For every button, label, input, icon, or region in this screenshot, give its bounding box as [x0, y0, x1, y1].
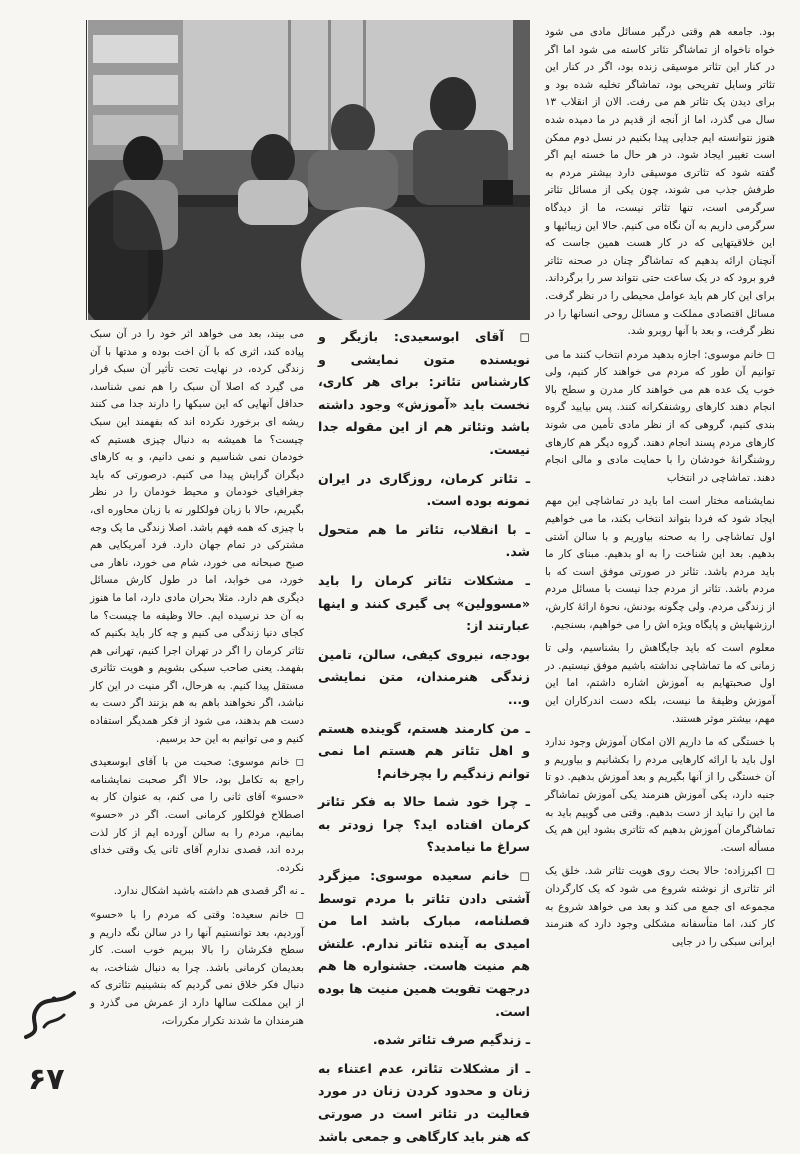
- kerman-logo: [14, 985, 84, 1045]
- paragraph: ◻ خانم سعیده: وقتی که مردم را با «حسو» آوردیم، بعد توانستیم آنها را در سالن نگه داریم و سطح فکرشان را بالا ببریم خوب است. کار بعدیمان کرمانی باشد. چرا به دنبال شناخت، به دنبال فکر خلاق نمی گردیم که بنشینیم تئاتری که از این مملکت سالها دارد از عمرش می گذرد و هنرمندان ما شدند تکرار مکررات،: [90, 909, 304, 1027]
- column-rule: [86, 20, 87, 320]
- paragraph: بودجه، نیروی کیفی، سالن، تامین زندگی هنرمندان، متن نمایشی و...: [318, 646, 530, 707]
- right-column: [545, 24, 775, 957]
- page-number: ۶۷: [28, 1062, 65, 1097]
- paragraph: ـ نه اگر قصدی هم داشته باشید اشکال ندارد.: [113, 885, 304, 898]
- paragraph: ـ زندگیم صرف تئاتر شده.: [372, 1032, 530, 1048]
- paragraph: معلوم است که باید جایگاهش را بشناسیم، ولی تا زمانی که ما تماشاچی نداشته باشیم موفق نیستیم. در اول صحبتهایم به آموزش اشاره داشتم، اما این آموزش وظیفهٔ ما نیست، بلکه دست اندرکاران این مهم، بیشتر موثر هستند.: [545, 642, 775, 725]
- paragraph: ـ من کارمند هستم، گوینده هستم و اهل تئاتر هم هستم اما نمی توانم زندگیم را بچرخانم!: [318, 720, 530, 781]
- middle-column: [318, 326, 530, 1154]
- group-photo-icon: [88, 20, 530, 320]
- paragraph: می بیند، بعد می خواهد اثر خود را در آن سبک پیاده کند، اثری که با آن اخت بوده و مدتها با آن زندگی کرده، در نهایت تحت تأثیر آن سبک قرار می گیرد که اصلا آن سبک را هم نمی شناسد، حداقل آنهایی که این سبکها را دارند جدا می کنند ریشه ای برخورد نکرده اند که بفهمند این سبک چیست؟ ما همیشه به دنبال چیزی هستیم که خودمان نمی شناسیم و نمی دانیم، و به کارهای دیگران گرایش پیدا می کنیم. درصورتی که باید جغرافیای خودمان و محیط خودمان را در نظر بگیریم، حالا با زبان فولکلور نه با زبان محاوره ای، با چیزی که همه فهم باشد. اصلا زندگی ما یک وجه مشترکی در تمام جهان دارد. فرد آمریکایی هم صبح صبحانه می خورد، شام می خورد، ناهار می خورد، می خوابد، اما در طول کارش مسائل دیگری هم دارد. مثلا بحران مادی دارد، اما ما هنوز به آن حد نرسیده ایم. حالا وظیفه ما چیست؟ ما کجای دنیا زندگی می کنیم و چه کار باید بکنیم که تئاتر کرمان را اگر در تهران اجرا کنیم، تهرانی هم بفهمد. یعنی صاحب سبکی بشویم و هویت تئاتری مستقل پیدا کنیم. به هرحال، اگر منیت در این کار نباشد، اگر نخواهند باهم به هم بزنند اگر دست به دست هم بدهند، می شود از فکر همدیگر استفاده کنیم و می توانیم به این حد برسیم.: [90, 328, 304, 745]
- paragraph: با خستگی که ما داریم الان امکان آموزش وجود ندارد اول باید با ارائه کارهایی مردم را بکشانیم و بیاوریم و آن خستگی را از آنها بگیریم و بعد آموزش بدهیم. دو تا جنبه دارد، یکی آموزش هنرمند یکی آموزش تماشاگر ما این را نباید از دست بدهیم. وقتی می گوییم باید به تماشاگرمان آموزش بدهیم که تئاتری بشود این هم یک مسأله است.: [545, 736, 775, 854]
- paragraph: ◻ اکبرزاده: حالا بحث روی هویت تئاتر شد. خلق یک اثر تئاتری از نوشته شروع می شود که یک کارگردان مجموعه ای جمع می کند و بعد می خواهد شروع به کار کند، اما متأسفانه مشکلی وجود دارد که هنرمند ایرانی سبکی را در جایی: [545, 865, 775, 948]
- paragraph: ـ چرا خود شما حالا به فکر تئاتر کرمان افتاده اید؟ چرا زودتر به سراغ ما نیامدید؟: [318, 794, 530, 855]
- paragraph: ◻ خانم سعیده موسوی: میزگرد آشتی دادن تئاتر با مردم توسط فصلنامه، مبارک باشد اما من امیدی به آینده تئاتر ندارم. علتش هم منیت هاست. جشنواره ها هم درجهت تقویت همین منیت ها بوده است.: [318, 868, 530, 1019]
- paragraph: بود. جامعه هم وقتی درگیر مسائل مادی می شود خواه ناخواه از تماشاگر تئاتر کاسته می شود اما اگر در کنار این تئاتر موسیقی زنده بود، اگر در کنار این تئاتر وسایل تفریحی بود، تماشاگر تخلیه شده بود و برای دیدن یک تئاتر هم می رفت. الان از انقلاب ۱۳ سال می گذرد، اما از آنجه از قدیم در ما دمیده شده هنوز نتوانسته ایم جدایی پیدا بکنیم در نسل دوم ممکن است تغییر ایجاد شود. در هر حال ما خسته ایم اگر گفته شود که تئاتری موسیقی دارد بیشتر مردم به طرفش جذب می شوند، چون یکی از مسائل تئاتر سرگرمی است، تنها تئاتر نیست، ما از دیدگاه سرگرمی داریم به آن نگاه می کنیم. حالا این زیبائیها و این خلاقیتهایی که در کار هست همین جاست که آنچنان ارائه بدهیم که تماشاگر چنان در صحنه تئاتر فرو برود که در یک ساعت حتی نتواند سر را برگرداند. برای این کار هم باید عوامل محیطی را در نظر گرفت. مسائل اقتصادی مملکت و مسائل روحی انسانها را در نظر گرفت، و بعد با آنها روبرو شد.: [545, 26, 775, 338]
- paragraph: ◻ آقای ابوسعیدی: بازیگر و نویسنده متون نمایشی و کارشناس تئاتر: برای هر کاری، نخست باید «آموزش» وجود داشته باشد وتئاتر هم از این مقوله جدا نیست.: [318, 329, 530, 457]
- left-column: [90, 326, 304, 1036]
- paragraph: ◻ خانم موسوی: اجازه بدهید مردم انتخاب کنند ما می توانیم آن طور که مردم می خواهند کار کنیم، ولی خوب یک عده هم می خواهند کار مدرن و سطح بالا انجام دهند کارهای روشنفکرانه کنند. پس بیایید گروه بندی کنیم، گروهی که از نظر مادی تأمین می شوند کارهای مردم پسند انجام دهند. گروه دیگر هم کارهای روشنگرانهٔ خودشان را با حمایت مادی و مالی انجام دهند. تماشاچی در انتخاب: [545, 348, 775, 484]
- calligraphy-logo-icon: [14, 985, 84, 1045]
- paragraph: ـ تئاتر کرمان، روزگاری در ایران نمونه بوده است.: [318, 470, 530, 509]
- paragraph: نمایشنامه مختار است اما باید در تماشاچی این مهم ایجاد شود که فردا بتواند انتخاب بکند، ما می خواهیم اول تماشاچی را به صحنه بیاوریم و با سالن آشتی بدهیم. بعد این شناخت را به او بدهیم. مبنای کار ما باید مردم باشد. تئاتر در صورتی موفق است که با مردم باشد. تئاتر از مردم جدا نیست با مسائل مردم از زندگی مردم. ولی چگونه بودنش، نحوهٔ ارائهٔ کارش، ارزشهایش و پایگاه ویژه اش را می خواهیم، بسنجیم.: [545, 495, 775, 631]
- paragraph: ـ با انقلاب، تئاتر ما هم متحول شد.: [318, 521, 530, 560]
- paragraph: ـ از مشکلات تئاتر، عدم اعتناء به زنان و محدود کردن زنان در مورد فعالیت در تئاتر است در صورتی که هنر باید کارگاهی و جمعی باشد: [318, 1060, 530, 1144]
- paragraph: ◻ خانم موسوی: صحبت من با آقای ابوسعیدی راجع به تکامل بود، حالا اگر صحبت نمایشنامه «حسو» آقای ثانی را می کنم، به عنوان کار به اصطلاح فولکلور کرمانی است. اگر در «حسو» بمانیم، مردم را به سالن آورده ایم از کار لذت برده اند، قصدی ندارم آقای ثانی یک وقتی خدای نکرده.: [90, 756, 304, 874]
- panel-discussion-photo: [88, 20, 530, 320]
- paragraph: ـ مشکلات تئاتر کرمان را باید «مسوولین» پی گیری کنند و اینها عبارتند از:: [318, 572, 530, 634]
